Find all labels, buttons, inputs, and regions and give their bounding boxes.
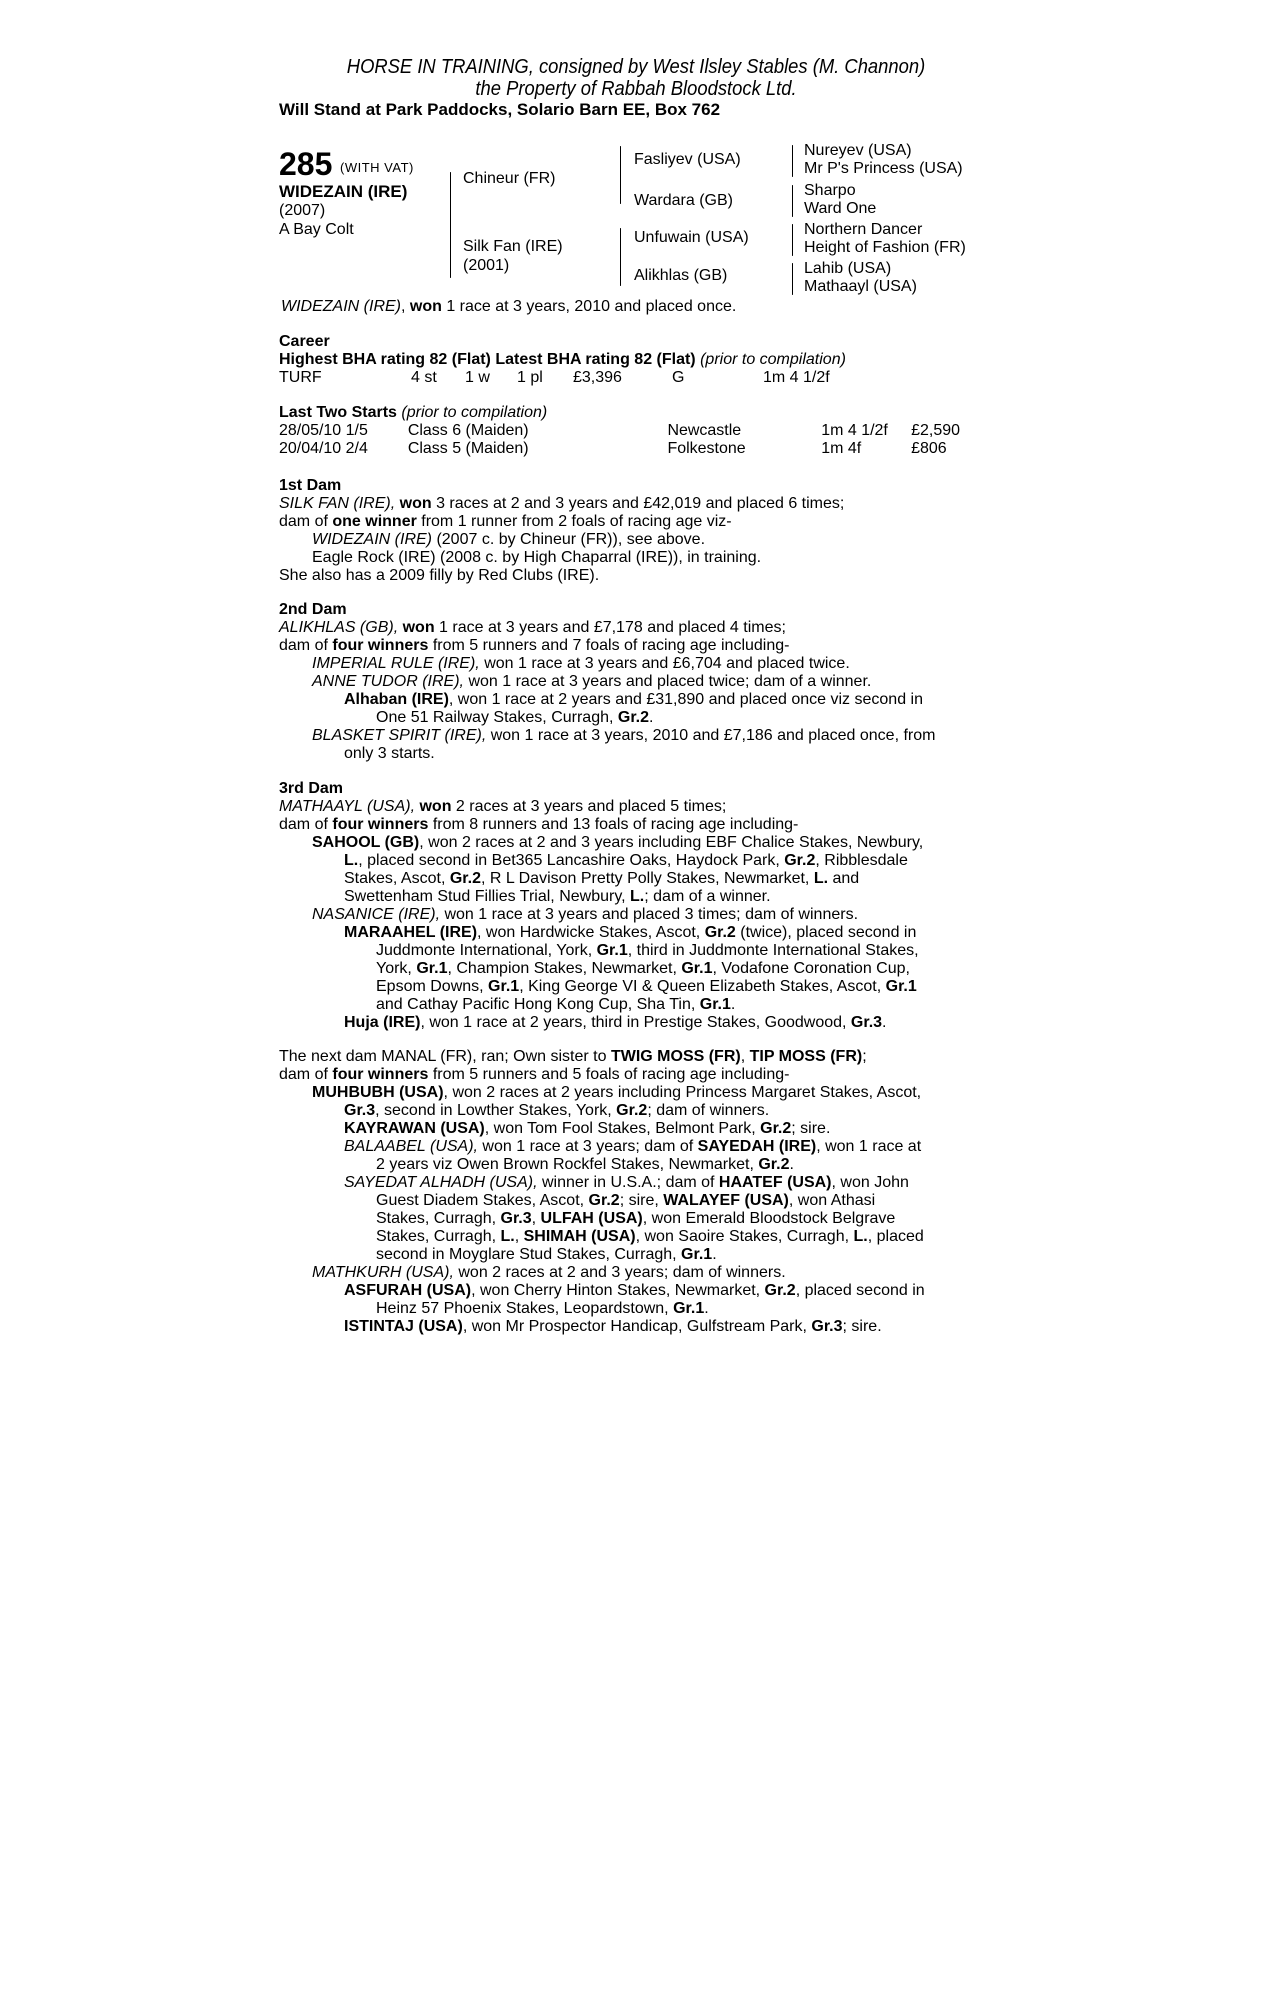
career-places: 1 pl — [517, 369, 543, 386]
sire-dam: Wardara (GB) — [634, 192, 733, 209]
next-dam-line: BALAABEL (USA), won 1 race at 3 years; dam of SAYEDAH (IRE), won 1 race at — [344, 1138, 922, 1155]
granddam-sire: Sharpo — [804, 182, 856, 199]
third-dam-line: York, Gr.1, Champion Stakes, Newmarket, Gr.1, Vodafone Coronation Cup, — [376, 960, 910, 977]
damsire-sire: Northern Dancer — [804, 221, 923, 238]
second-dam-line: ANNE TUDOR (IRE), won 1 race at 3 years and placed twice; dam of a winner. — [312, 673, 872, 690]
first-dam-line: Eagle Rock (IRE) (2008 c. by High Chaparral (IRE)), in training. — [312, 549, 762, 566]
third-dam-line: Epsom Downs, Gr.1, King George VI & Queen Elizabeth Stakes, Ascot, Gr.1 — [376, 978, 917, 995]
last-two-heading: Last Two Starts (prior to compilation) — [279, 404, 548, 421]
first-dam-heading: 1st Dam — [279, 477, 342, 494]
next-dam-line: ISTINTAJ (USA), won Mr Prospector Handicap, Gulfstream Park, Gr.3; sire. — [344, 1318, 882, 1335]
pedigree-brace-g4 — [792, 263, 793, 295]
granddam2-dam: Mathaayl (USA) — [804, 278, 917, 295]
grandsire-dam: Mr P's Princess (USA) — [804, 160, 963, 177]
next-dam-line: Gr.3, second in Lowther Stakes, York, Gr.2; dam of winners. — [344, 1102, 770, 1119]
second-dam-line: ALIKHLAS (GB), won 1 race at 3 years and £7,178 and placed 4 times; — [279, 619, 786, 636]
pedigree-brace-dam — [620, 228, 621, 286]
vat-note: (WITH VAT) — [340, 160, 414, 175]
third-dam-line: Swettenham Stud Fillies Trial, Newbury, L.; dam of a winner. — [344, 888, 771, 905]
next-dam-line: The next dam MANAL (FR), ran; Own sister to TWIG MOSS (FR), TIP MOSS (FR); — [279, 1048, 867, 1065]
career-surface: TURF — [279, 369, 322, 386]
career-heading: Career — [279, 333, 330, 350]
second-dam-line: One 51 Railway Stakes, Curragh, Gr.2. — [376, 709, 654, 726]
next-dam-line: Heinz 57 Phoenix Stakes, Leopardstown, Gr.1. — [376, 1300, 709, 1317]
career-distance: 1m 4 1/2f — [763, 369, 830, 386]
next-dam-line: MUHBUBH (USA), won 2 races at 2 years including Princess Margaret Stakes, Ascot, — [312, 1084, 922, 1101]
dam-year: (2001) — [463, 257, 510, 274]
pedigree-brace-g3 — [792, 224, 793, 256]
career-starts: 4 st — [411, 369, 437, 386]
next-dam-line: KAYRAWAN (USA), won Tom Fool Stakes, Belmont Park, Gr.2; sire. — [344, 1120, 831, 1137]
damsire-dam: Height of Fashion (FR) — [804, 239, 966, 256]
pedigree-brace-main — [450, 172, 451, 278]
next-dam-line: SAYEDAT ALHADH (USA), winner in U.S.A.; dam of HAATEF (USA), won John — [344, 1174, 909, 1191]
second-dam-line: only 3 starts. — [344, 745, 435, 762]
horse-description: A Bay Colt — [279, 221, 354, 238]
dam-dam: Alikhlas (GB) — [634, 267, 728, 284]
grandsire-sire: Nureyev (USA) — [804, 142, 912, 159]
career-prize: £3,396 — [573, 369, 622, 386]
first-dam-line: She also has a 2009 filly by Red Clubs (IRE). — [279, 567, 600, 584]
first-dam-line: dam of one winner from 1 runner from 2 foals of racing age viz- — [279, 513, 732, 530]
second-dam-line: BLASKET SPIRIT (IRE), won 1 race at 3 years, 2010 and £7,186 and placed once, from — [312, 727, 936, 744]
second-dam-line: Alhaban (IRE), won 1 race at 2 years and £31,890 and placed once viz second in — [344, 691, 923, 708]
third-dam-line: dam of four winners from 8 runners and 13 foals of racing age including- — [279, 816, 799, 833]
consignment-line: HORSE IN TRAINING, consigned by West Ilsley Stables (M. Channon) — [346, 56, 926, 78]
granddam2-sire: Lahib (USA) — [804, 260, 892, 277]
third-dam-line: MATHAAYL (USA), won 2 races at 3 years and placed 5 times; — [279, 798, 727, 815]
sire-sire: Fasliyev (USA) — [634, 151, 741, 168]
next-dam-line: second in Moyglare Stud Stakes, Curragh, Gr.1. — [376, 1246, 717, 1263]
sire-name: Chineur (FR) — [463, 170, 556, 187]
start-row: 28/05/10 1/5 Class 6 (Maiden) Newcastle 1m 4 1/2f £2,590 — [279, 422, 960, 439]
foaling-year: (2007) — [279, 202, 326, 219]
next-dam-line: Guest Diadem Stakes, Ascot, Gr.2; sire, WALAYEF (USA), won Athasi — [376, 1192, 876, 1209]
pedigree-brace-g1 — [792, 145, 793, 177]
horse-name: WIDEZAIN (IRE) — [279, 182, 408, 201]
first-dam-line: WIDEZAIN (IRE) (2007 c. by Chineur (FR)), see above. — [312, 531, 706, 548]
third-dam-line: Stakes, Ascot, Gr.2, R L Davison Pretty Polly Stakes, Newmarket, L. and — [344, 870, 860, 887]
lot-number: 285 — [279, 146, 333, 182]
dam-name: Silk Fan (IRE) — [463, 238, 563, 255]
career-row — [279, 369, 830, 387]
third-dam-line: Huja (IRE), won 1 race at 2 years, third in Prestige Stakes, Goodwood, Gr.3. — [344, 1014, 887, 1031]
race-summary: WIDEZAIN (IRE), won 1 race at 3 years, 2010 and placed once. — [281, 298, 737, 315]
third-dam-line: and Cathay Pacific Hong Kong Cup, Sha Tin, Gr.1. — [376, 996, 736, 1013]
pedigree-brace-g2 — [792, 185, 793, 217]
property-line: the Property of Rabbah Bloodstock Ltd. — [475, 78, 797, 100]
third-dam-heading: 3rd Dam — [279, 780, 344, 797]
next-dam-line: MATHKURH (USA), won 2 races at 2 and 3 years; dam of winners. — [312, 1264, 786, 1281]
second-dam-line: dam of four winners from 5 runners and 7 foals of racing age including- — [279, 637, 790, 654]
third-dam-line: NASANICE (IRE), won 1 race at 3 years and placed 3 times; dam of winners. — [312, 906, 859, 923]
dam-sire: Unfuwain (USA) — [634, 229, 749, 246]
third-dam-line: L., placed second in Bet365 Lancashire Oaks, Haydock Park, Gr.2, Ribblesdale — [344, 852, 908, 869]
granddam-dam: Ward One — [804, 200, 877, 217]
stand-location: Will Stand at Park Paddocks, Solario Barn EE, Box 762 — [279, 100, 721, 119]
next-dam-line: 2 years viz Owen Brown Rockfel Stakes, Newmarket, Gr.2. — [376, 1156, 794, 1173]
third-dam-line: Juddmonte International, York, Gr.1, third in Juddmonte International Stakes, — [376, 942, 919, 959]
bha-rating: Highest BHA rating 82 (Flat) Latest BHA rating 82 (Flat) (prior to compilation) — [279, 351, 846, 368]
second-dam-line: IMPERIAL RULE (IRE), won 1 race at 3 years and £6,704 and placed twice. — [312, 655, 850, 672]
first-dam-line: SILK FAN (IRE), won 3 races at 2 and 3 years and £42,019 and placed 6 times; — [279, 495, 845, 512]
second-dam-heading: 2nd Dam — [279, 601, 347, 618]
career-going: G — [672, 369, 685, 386]
start-row: 20/04/10 2/4 Class 5 (Maiden) Folkestone 1m 4f £806 — [279, 440, 947, 457]
next-dam-line: Stakes, Curragh, L., SHIMAH (USA), won Saoire Stakes, Curragh, L., placed — [376, 1228, 924, 1245]
next-dam-line: Stakes, Curragh, Gr.3, ULFAH (USA), won Emerald Bloodstock Belgrave — [376, 1210, 896, 1227]
third-dam-line: SAHOOL (GB), won 2 races at 2 and 3 years including EBF Chalice Stakes, Newbury, — [312, 834, 924, 851]
career-wins: 1 w — [465, 369, 490, 386]
pedigree-brace-sire — [620, 146, 621, 204]
next-dam-line: dam of four winners from 5 runners and 5 foals of racing age including- — [279, 1066, 790, 1083]
third-dam-line: MARAAHEL (IRE), won Hardwicke Stakes, Ascot, Gr.2 (twice), placed second in — [344, 924, 917, 941]
next-dam-line: ASFURAH (USA), won Cherry Hinton Stakes, Newmarket, Gr.2, placed second in — [344, 1282, 925, 1299]
